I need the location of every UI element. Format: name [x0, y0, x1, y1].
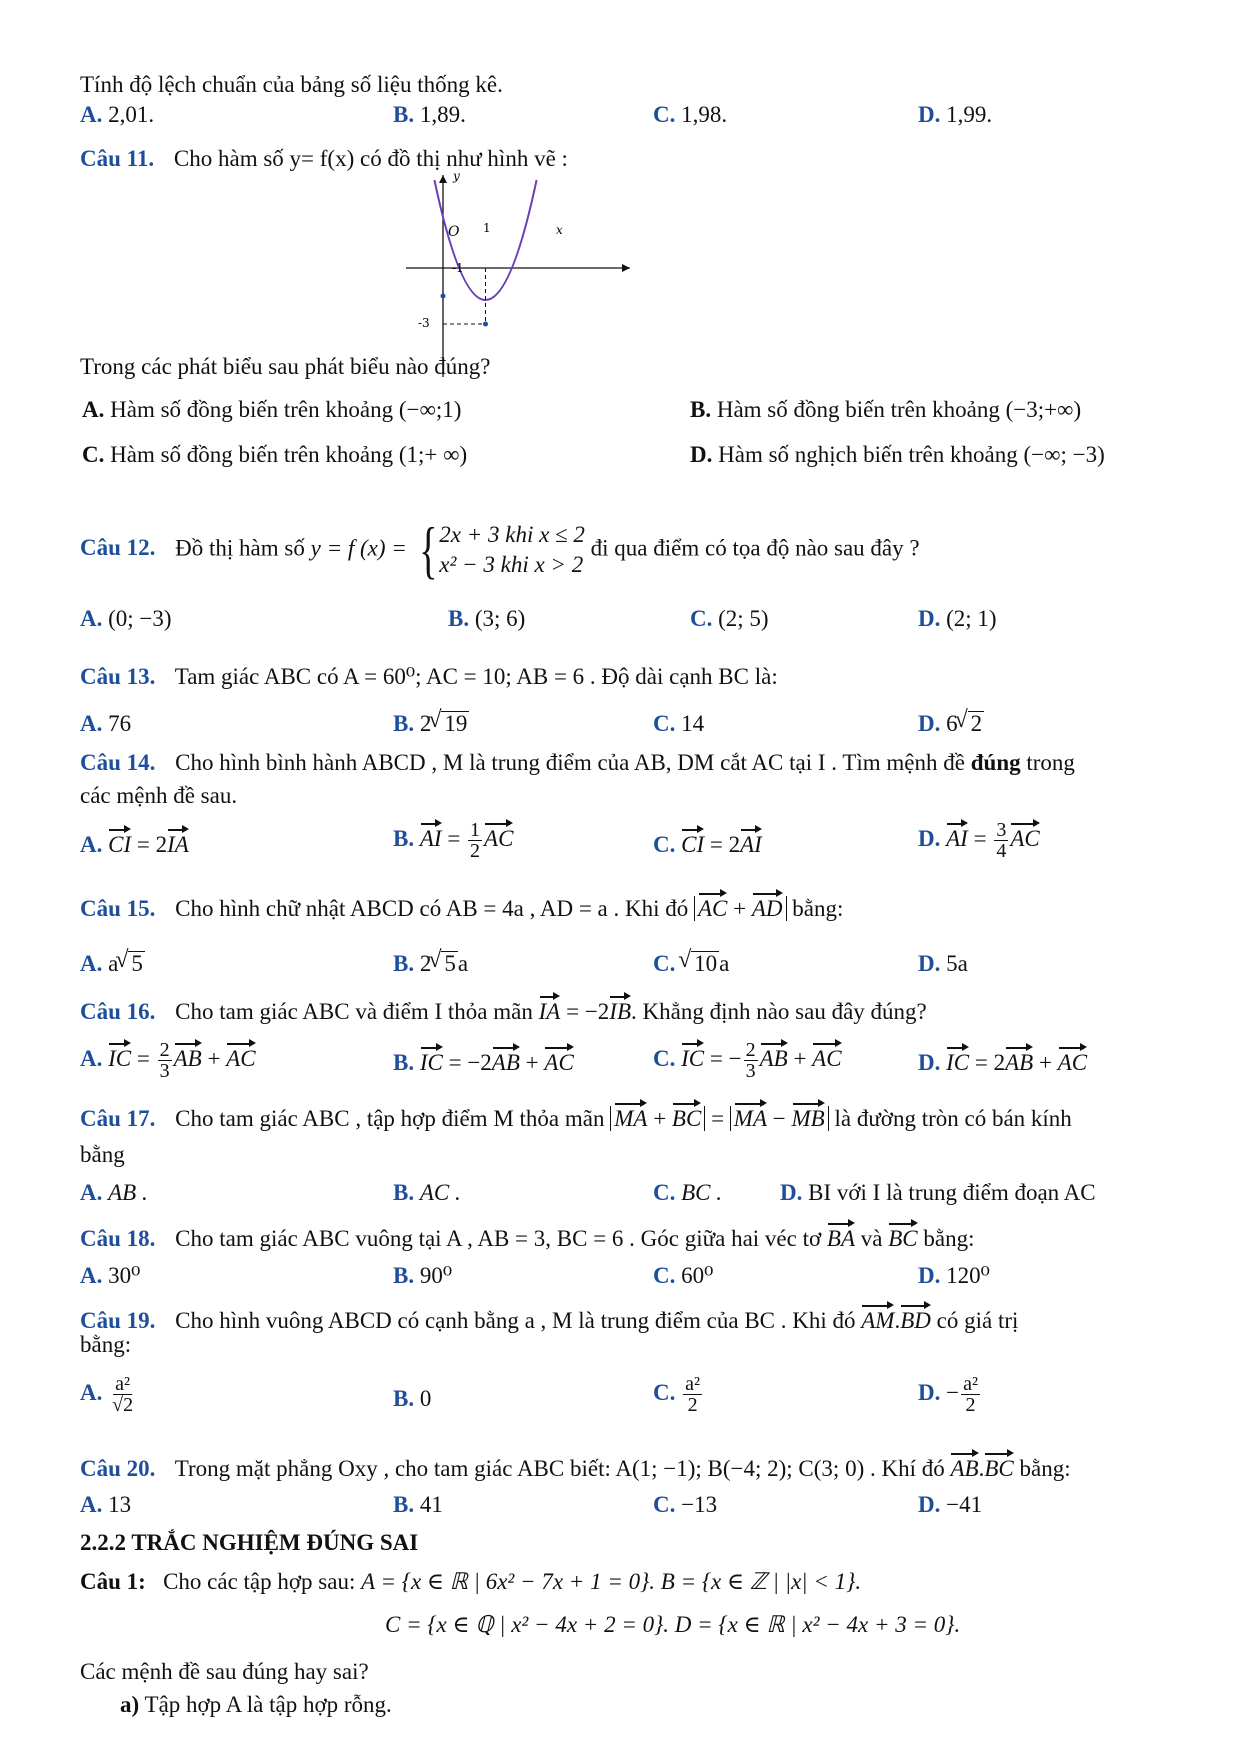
q14-option-b[interactable]: B. AI = $\frac{1}{2}$ AC: [393, 819, 514, 863]
q11-question: Trong các phát biểu sau phát biểu nào đúng?: [80, 354, 491, 379]
q13-option-c[interactable]: C. 14: [653, 711, 705, 736]
q17-option-d[interactable]: D. BI với I là trung điểm đoạn AC: [780, 1180, 1096, 1205]
q20-option-d[interactable]: D. −41: [918, 1492, 983, 1517]
q16-option-d[interactable]: D. IC = 2AB + AC: [918, 1044, 1087, 1078]
x-tick-label: 1: [483, 221, 491, 235]
q16-option-a[interactable]: A. IC = $\frac{2}{3}$ AB + AC: [80, 1039, 256, 1083]
q17-option-a[interactable]: A. AB .: [80, 1180, 148, 1205]
parabola-graph: [398, 172, 638, 382]
q20-option-b[interactable]: B. 41: [393, 1492, 443, 1517]
q13-option-d[interactable]: D. 6√ 2: [918, 709, 984, 739]
q18-stem: Câu 18. Cho tam giác ABC vuông tại A , AB = 3, BC = 6 . Góc giữa hai véc tơ BA và BC bằng:: [80, 1220, 974, 1254]
q12-stem: Câu 12. Đồ thị hàm số y = f (x) = { 2x + 3 khi x ≤ 2 x² − 3 khi x > 2 đi qua điểm có tọa độ nào sau đây ?: [80, 514, 920, 585]
q16-option-c[interactable]: C. IC = − $\frac{2}{3}$ AB + AC: [653, 1039, 842, 1083]
y-tick-minus3: -3: [418, 316, 430, 330]
q16-stem: Câu 16. Cho tam giác ABC và điểm I thỏa mãn IA = −2IB. Khẳng định nào sau đây đúng?: [80, 993, 927, 1027]
q11-option-b[interactable]: B. Hàm số đồng biến trên khoảng (−3;+∞): [690, 397, 1082, 422]
q19-stem: Câu 19. Cho hình vuông ABCD có cạnh bằng a , M là trung điểm của BC . Khi đó AM.BD có giá trị: [80, 1302, 1018, 1336]
q13-stem: Câu 13. Tam giác ABC có A = 60⁰; AC = 10; AB = 6 . Độ dài cạnh BC là:: [80, 664, 778, 689]
origin-label: O: [448, 224, 460, 240]
q20-option-c[interactable]: C. −13: [653, 1492, 718, 1517]
q14-option-d[interactable]: D. AI = $\frac{3}{4}$ AC: [918, 819, 1040, 863]
q12-option-b[interactable]: B. (3; 6): [448, 606, 526, 631]
q15-option-c[interactable]: C. √ 10a: [653, 949, 729, 979]
tf1-question: Các mệnh đề sau đúng hay sai?: [80, 1659, 369, 1684]
tf1-statement-a[interactable]: a) Tập hợp A là tập hợp rỗng.: [120, 1692, 392, 1717]
q19-option-a[interactable]: A. $\frac{\text{a²}}{√2}$: [80, 1373, 134, 1416]
q13-option-b[interactable]: B. 2√ 19: [393, 709, 469, 739]
q11-option-c[interactable]: C. Hàm số đồng biến trên khoảng (1;+ ∞): [82, 442, 468, 467]
q10-option-c[interactable]: C. 1,98.: [653, 102, 728, 127]
q10-option-d[interactable]: D. 1,99.: [918, 102, 993, 127]
q17-option-b[interactable]: B. AC .: [393, 1180, 461, 1205]
q18-option-a[interactable]: A. 30⁰: [80, 1263, 141, 1288]
q20-option-a[interactable]: A. 13: [80, 1492, 132, 1517]
q18-option-b[interactable]: B. 90⁰: [393, 1263, 453, 1288]
y-axis-label: y: [453, 172, 460, 183]
q10-option-b[interactable]: B. 1,89.: [393, 102, 466, 127]
q14-stem-line2: các mệnh đề sau.: [80, 783, 238, 808]
q18-option-d[interactable]: D. 120⁰: [918, 1263, 990, 1288]
q19-option-d[interactable]: D. − $\frac{\text{a²}}{2}$: [918, 1373, 978, 1416]
q15-stem: Câu 15. Cho hình chữ nhật ABCD có AB = 4a , AD = a . Khi đó AC + AD bằng:: [80, 890, 843, 924]
q17-stem-line2: bằng: [80, 1142, 125, 1167]
q13-option-a[interactable]: A. 76: [80, 711, 132, 736]
q19-option-b[interactable]: B. 0: [393, 1386, 432, 1411]
q15-option-b[interactable]: B. 2√ 5a: [393, 949, 468, 979]
q10-option-a[interactable]: A. 2,01.: [80, 102, 155, 127]
q14-stem: Câu 14. Cho hình bình hành ABCD , M là trung điểm của AB, DM cắt AC tại I . Tìm mệnh đề đúng trong: [80, 750, 1075, 775]
q11-stem: Câu 11. Cho hàm số y= f(x) có đồ thị như hình vẽ :: [80, 146, 568, 171]
q12-option-c[interactable]: C. (2; 5): [690, 606, 769, 631]
q11-option-a[interactable]: A. Hàm số đồng biến trên khoảng (−∞;1): [82, 397, 462, 422]
q19-stem-line2: bằng:: [80, 1332, 132, 1357]
q14-option-c[interactable]: C. CI = 2AI: [653, 826, 762, 860]
q15-option-a[interactable]: A. a√ 5: [80, 949, 145, 979]
q11-option-d[interactable]: D. Hàm số nghịch biến trên khoảng (−∞; −3): [690, 442, 1105, 467]
intro-text: Tính độ lệch chuẩn của bảng số liệu thống kê.: [80, 72, 503, 97]
q19-option-c[interactable]: C. $\frac{\text{a²}}{2}$: [653, 1373, 700, 1416]
q14-option-a[interactable]: A. CI = 2IA: [80, 826, 189, 860]
tf1-stem: Câu 1: Cho các tập hợp sau: A = {x ∈ ℝ | 6x² − 7x + 1 = 0}. B = {x ∈ ℤ | |x| < 1}.: [80, 1569, 862, 1594]
q17-option-c[interactable]: C. BC .: [653, 1180, 723, 1205]
y-tick-minus1: -1: [452, 261, 464, 275]
q12-option-d[interactable]: D. (2; 1): [918, 606, 997, 631]
x-axis-label: x: [556, 223, 563, 237]
q12-option-a[interactable]: A. (0; −3): [80, 606, 172, 631]
q18-option-c[interactable]: C. 60⁰: [653, 1263, 714, 1288]
section-heading: 2.2.2 TRẮC NGHIỆM ĐÚNG SAI: [80, 1530, 419, 1555]
q20-stem: Câu 20. Trong mặt phẳng Oxy , cho tam giác ABC biết: A(1; −1); B(−4; 2); C(3; 0) . Khí đó AB.BC bằng:: [80, 1450, 1071, 1484]
tf1-sets-cd: C = {x ∈ ℚ | x² − 4x + 2 = 0}. D = {x ∈ ℝ | x² − 4x + 3 = 0}.: [385, 1612, 961, 1637]
q17-stem: Câu 17. Cho tam giác ABC , tập hợp điểm M thỏa mãn MA + BC = MA − MB là đường tròn có bán kính: [80, 1100, 1072, 1134]
q15-option-d[interactable]: D. 5a: [918, 951, 968, 976]
q16-option-b[interactable]: B. IC = −2AB + AC: [393, 1044, 574, 1078]
